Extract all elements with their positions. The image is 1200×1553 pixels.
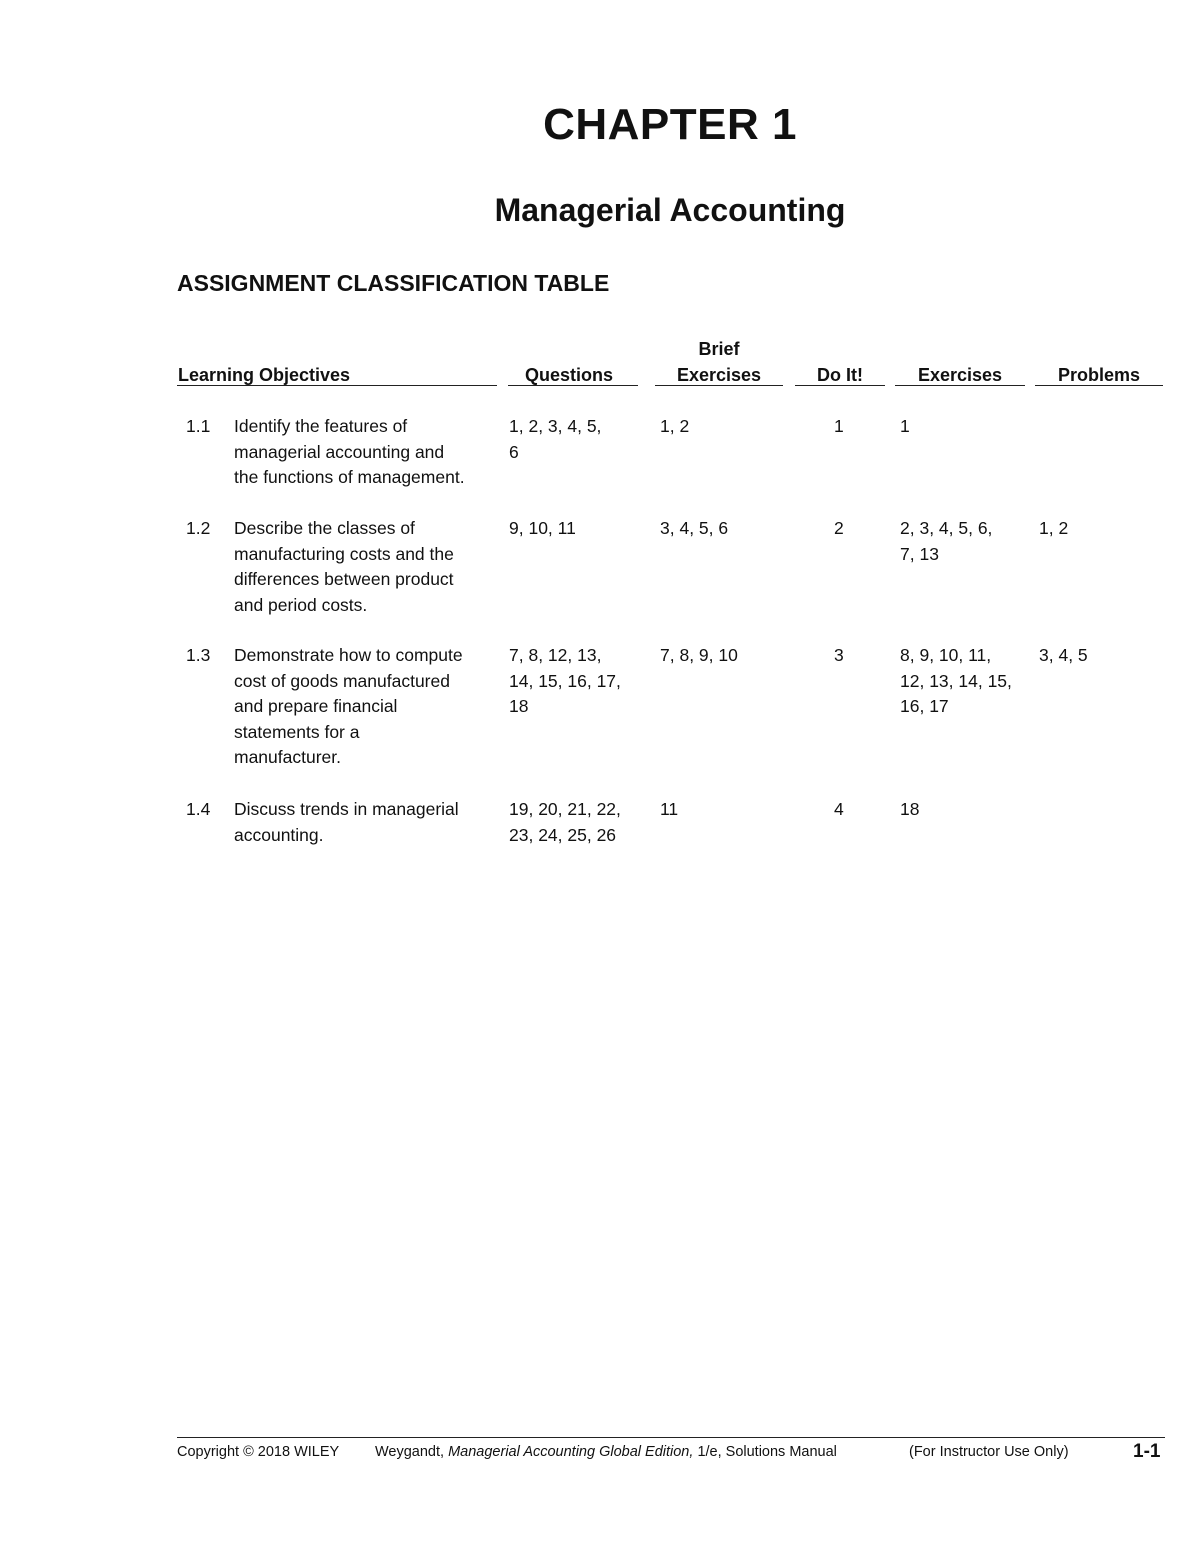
header-rule-objectives — [177, 385, 497, 386]
objective-number: 1.3 — [186, 645, 211, 665]
header-questions: Questions — [524, 365, 613, 385]
footer-copyright: Copyright © 2018 WILEY — [177, 1444, 340, 1460]
exercises-cell: 8, 9, 10, 11, 12, 13, 14, 15, 16, 17 — [900, 645, 1012, 716]
brief-exercises-cell: 7, 8, 9, 10 — [660, 645, 738, 665]
chapter-heading: CHAPTER 1 — [543, 100, 797, 149]
chapter-subtitle: Managerial Accounting — [494, 192, 846, 228]
header-learning-objectives: Learning Objectives — [178, 365, 351, 385]
brief-exercises-cell: 1, 2 — [660, 416, 690, 436]
footer-rule — [177, 1437, 1165, 1438]
objective-number: 1.2 — [186, 518, 211, 538]
header-brief-exercises: Brief Exercises — [676, 339, 762, 385]
objective-number: 1.1 — [186, 416, 211, 436]
header-rule-brief — [655, 385, 783, 386]
exercises-cell: 1 — [900, 416, 910, 436]
problems-cell: 3, 4, 5 — [1039, 645, 1088, 665]
do-it-cell: 4 — [834, 799, 844, 819]
objective-text: Identify the features of managerial accounting and the functions of management. — [234, 416, 465, 487]
questions-cell: 7, 8, 12, 13, 14, 15, 16, 17, 18 — [509, 645, 621, 716]
do-it-cell: 1 — [834, 416, 844, 436]
page-number: 1-1 — [1133, 1441, 1161, 1462]
footer-book-title: Managerial Accounting Global Edition, — [448, 1444, 694, 1460]
header-do-it: Do It! — [817, 365, 863, 385]
footer-edition: 1/e, Solutions Manual — [697, 1444, 837, 1460]
section-title: ASSIGNMENT CLASSIFICATION TABLE — [177, 270, 610, 296]
header-rule-exercises — [895, 385, 1025, 386]
do-it-cell: 3 — [834, 645, 844, 665]
footer-citation — [375, 1444, 837, 1460]
questions-cell: 1, 2, 3, 4, 5, 6 — [509, 416, 602, 462]
footer-note: (For Instructor Use Only) — [909, 1444, 1069, 1460]
header-problems: Problems — [1057, 365, 1141, 385]
header-rule-doit — [795, 385, 885, 386]
exercises-cell: 18 — [900, 799, 920, 819]
objective-text: Demonstrate how to compute cost of goods manufactured and prepare financial statements for a manufacturer. — [234, 645, 463, 767]
header-rule-problems — [1035, 385, 1163, 386]
exercises-cell: 2, 3, 4, 5, 6, 7, 13 — [900, 518, 993, 564]
brief-exercises-cell: 11 — [660, 799, 679, 819]
objective-text: Describe the classes of manufacturing costs and the differences between product and period costs. — [234, 518, 454, 615]
brief-exercises-cell: 3, 4, 5, 6 — [660, 518, 729, 538]
objective-number: 1.4 — [186, 799, 211, 819]
questions-cell: 9, 10, 11 — [509, 518, 576, 538]
objective-text: Discuss trends in managerial accounting. — [234, 799, 459, 845]
problems-cell: 1, 2 — [1039, 518, 1069, 538]
header-exercises: Exercises — [917, 365, 1003, 385]
header-rule-questions — [508, 385, 638, 386]
questions-cell: 19, 20, 21, 22, 23, 24, 25, 26 — [509, 799, 621, 845]
do-it-cell: 2 — [834, 518, 844, 538]
footer-author: Weygandt, — [375, 1444, 445, 1460]
